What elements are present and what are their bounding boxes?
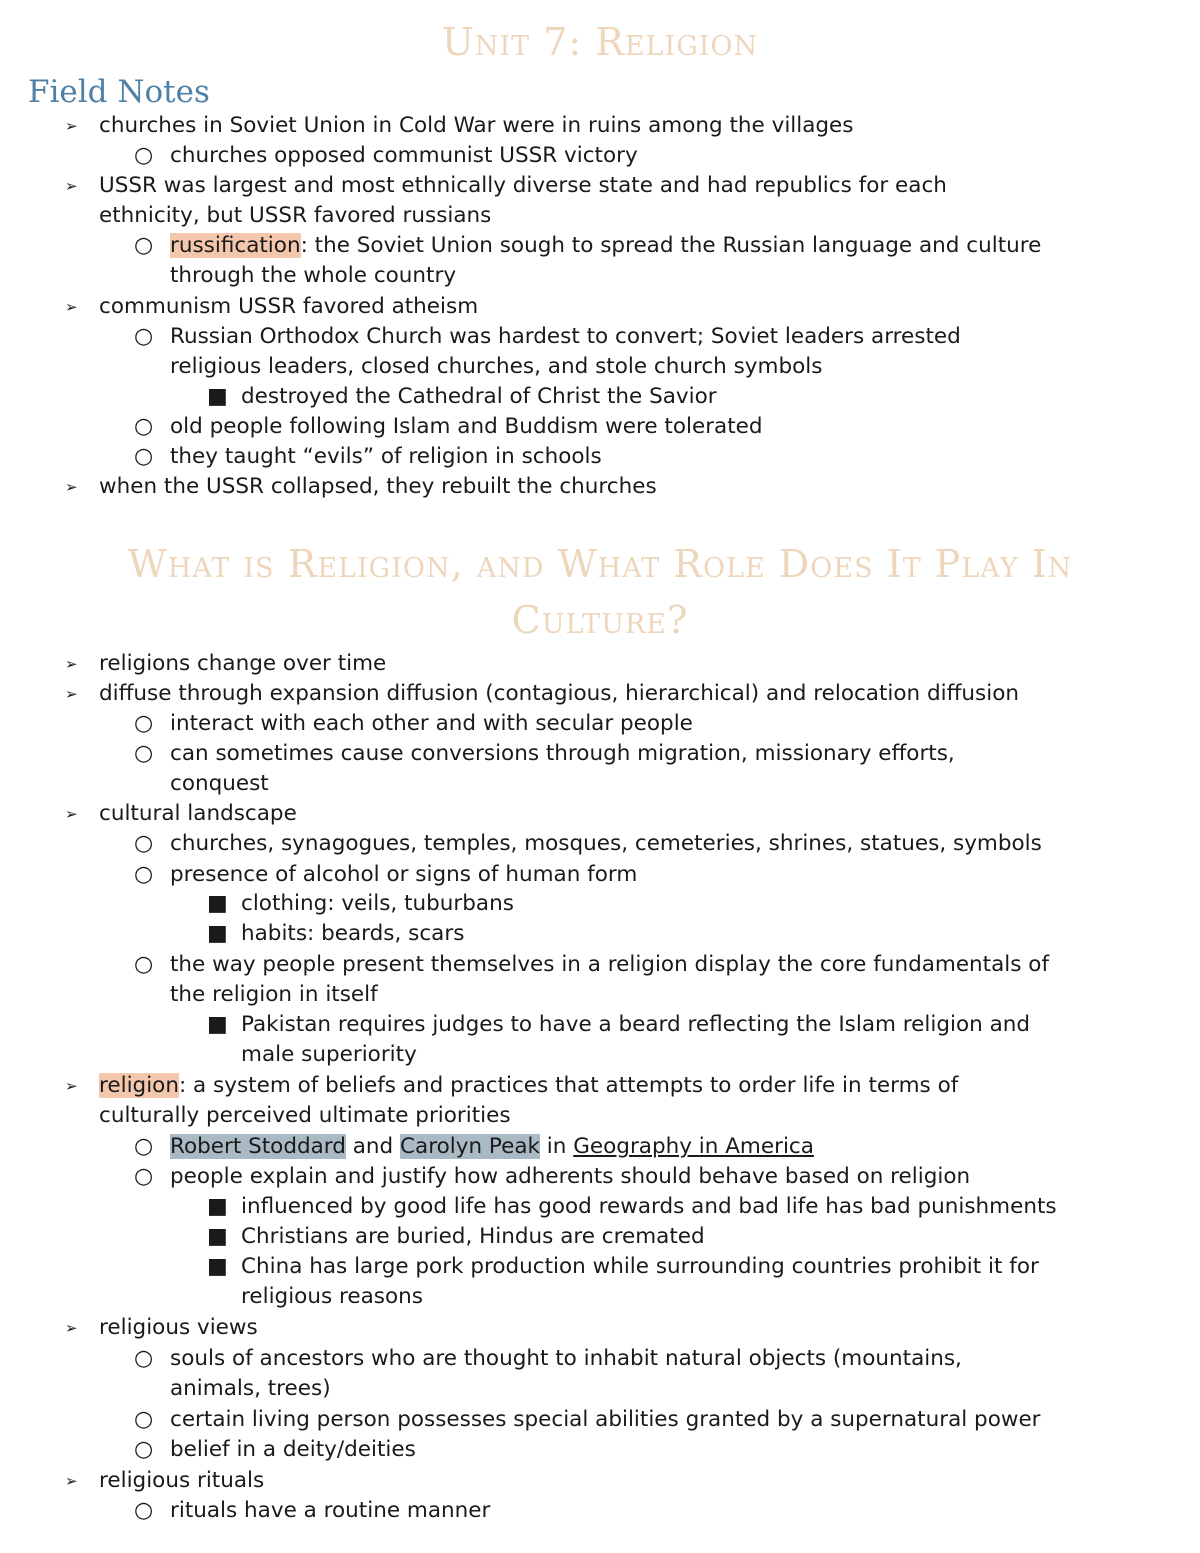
highlighted-term: russification [170, 233, 301, 258]
highlighted-name: Robert Stoddard [170, 1134, 346, 1159]
list-item-continuation: animals, trees) [170, 1376, 331, 1401]
list-item: ■ influenced by good life has good rewards and bad life has bad punishments [241, 1192, 1057, 1222]
list-item: ➢ cultural landscape [99, 799, 297, 829]
list-item: ➢ churches in Soviet Union in Cold War were in ruins among the villages [99, 111, 853, 141]
list-item: ○ russification: the Soviet Union sough to spread the Russian language and culture [170, 231, 1041, 261]
square-bullet-icon: ■ [207, 921, 228, 946]
list-item: ○ churches opposed communist USSR victory [170, 141, 638, 171]
list-item: ➢ communism USSR favored atheism [99, 292, 478, 322]
list-item: ➢ diffuse through expansion diffusion (contagious, hierarchical) and relocation diffusion [99, 679, 1019, 709]
list-item: ■ clothing: veils, tuburbans [241, 889, 514, 919]
list-item: ○ souls of ancestors who are thought to inhabit natural objects (mountains, [170, 1344, 962, 1374]
arrow-bullet-icon: ➢ [65, 1472, 78, 1490]
circle-bullet-icon: ○ [134, 444, 154, 469]
list-item: ➢ when the USSR collapsed, they rebuilt the churches [99, 472, 657, 502]
list-item: ○ old people following Islam and Buddism were tolerated [170, 412, 763, 442]
circle-bullet-icon: ○ [134, 952, 154, 977]
list-item: ○ interact with each other and with secular people [170, 709, 693, 739]
circle-bullet-icon: ○ [134, 1164, 154, 1189]
list-item-continuation: through the whole country [170, 263, 457, 288]
list-item: ○ people explain and justify how adherents should behave based on religion [170, 1162, 970, 1192]
square-bullet-icon: ■ [207, 1224, 228, 1249]
circle-bullet-icon: ○ [134, 1134, 154, 1159]
arrow-bullet-icon: ➢ [65, 655, 78, 673]
list-item: ➢ USSR was largest and most ethnically diverse state and had republics for each [99, 171, 947, 201]
field-notes-heading: Field Notes [28, 74, 210, 110]
book-title: Geography in America [573, 1134, 814, 1159]
arrow-bullet-icon: ➢ [65, 478, 78, 496]
list-item: ○ certain living person possesses special abilities granted by a supernatural power [170, 1405, 1041, 1435]
highlighted-term: religion [99, 1073, 179, 1098]
circle-bullet-icon: ○ [134, 741, 154, 766]
arrow-bullet-icon: ➢ [65, 298, 78, 316]
arrow-bullet-icon: ➢ [65, 1077, 78, 1095]
list-item: ○ can sometimes cause conversions through migration, missionary efforts, [170, 739, 955, 769]
arrow-bullet-icon: ➢ [65, 177, 78, 195]
circle-bullet-icon: ○ [134, 831, 154, 856]
list-item-continuation: the religion in itself [170, 982, 378, 1007]
list-item: ○ presence of alcohol or signs of human form [170, 860, 637, 890]
square-bullet-icon: ■ [207, 891, 228, 916]
square-bullet-icon: ■ [207, 384, 228, 409]
arrow-bullet-icon: ➢ [65, 1319, 78, 1337]
unit-title: Unit 7: Religion [441, 20, 759, 64]
circle-bullet-icon: ○ [134, 1346, 154, 1371]
circle-bullet-icon: ○ [134, 414, 154, 439]
circle-bullet-icon: ○ [134, 862, 154, 887]
section-title: What is Religion, and What Role Does It Play In Culture? [127, 542, 1073, 642]
list-item-continuation: ethnicity, but USSR favored russians [99, 203, 492, 228]
circle-bullet-icon: ○ [134, 324, 154, 349]
circle-bullet-icon: ○ [134, 233, 154, 258]
arrow-bullet-icon: ➢ [65, 685, 78, 703]
list-item: ■ destroyed the Cathedral of Christ the Savior [241, 382, 717, 412]
circle-bullet-icon: ○ [134, 711, 154, 736]
list-item: ○ they taught “evils” of religion in schools [170, 442, 602, 472]
list-item: ➢ religion: a system of beliefs and practices that attempts to order life in terms of [99, 1071, 958, 1101]
list-item: ○ belief in a deity/deities [170, 1435, 416, 1465]
circle-bullet-icon: ○ [134, 143, 154, 168]
circle-bullet-icon: ○ [134, 1498, 154, 1523]
highlighted-name: Carolyn Peak [400, 1134, 540, 1159]
list-item: ➢ religious rituals [99, 1466, 264, 1496]
list-item: ■ Pakistan requires judges to have a beard reflecting the Islam religion and [241, 1010, 1030, 1040]
list-item: ○ rituals have a routine manner [170, 1496, 490, 1526]
list-item: ■ Christians are buried, Hindus are cremated [241, 1222, 705, 1252]
circle-bullet-icon: ○ [134, 1407, 154, 1432]
list-item-continuation: conquest [170, 771, 269, 796]
square-bullet-icon: ■ [207, 1194, 228, 1219]
list-item-continuation: religious reasons [241, 1284, 423, 1309]
list-item: ○ Russian Orthodox Church was hardest to convert; Soviet leaders arrested [170, 322, 961, 352]
list-item-continuation: religious leaders, closed churches, and stole church symbols [170, 354, 823, 379]
list-item-continuation: male superiority [241, 1042, 417, 1067]
circle-bullet-icon: ○ [134, 1437, 154, 1462]
list-item: ➢ religions change over time [99, 649, 386, 679]
list-item: ■ habits: beards, scars [241, 919, 464, 949]
list-item: ○ the way people present themselves in a religion display the core fundamentals of [170, 950, 1049, 980]
arrow-bullet-icon: ➢ [65, 117, 78, 135]
list-item: ➢ religious views [99, 1313, 258, 1343]
list-item: ○ churches, synagogues, temples, mosques, cemeteries, shrines, statues, symbols [170, 829, 1042, 859]
arrow-bullet-icon: ➢ [65, 805, 78, 823]
list-item: ○ Robert Stoddard and Carolyn Peak in Geography in America [170, 1132, 814, 1162]
square-bullet-icon: ■ [207, 1254, 228, 1279]
list-item: ■ China has large pork production while surrounding countries prohibit it for [241, 1252, 1039, 1282]
list-item-continuation: culturally perceived ultimate priorities [99, 1103, 511, 1128]
square-bullet-icon: ■ [207, 1012, 228, 1037]
